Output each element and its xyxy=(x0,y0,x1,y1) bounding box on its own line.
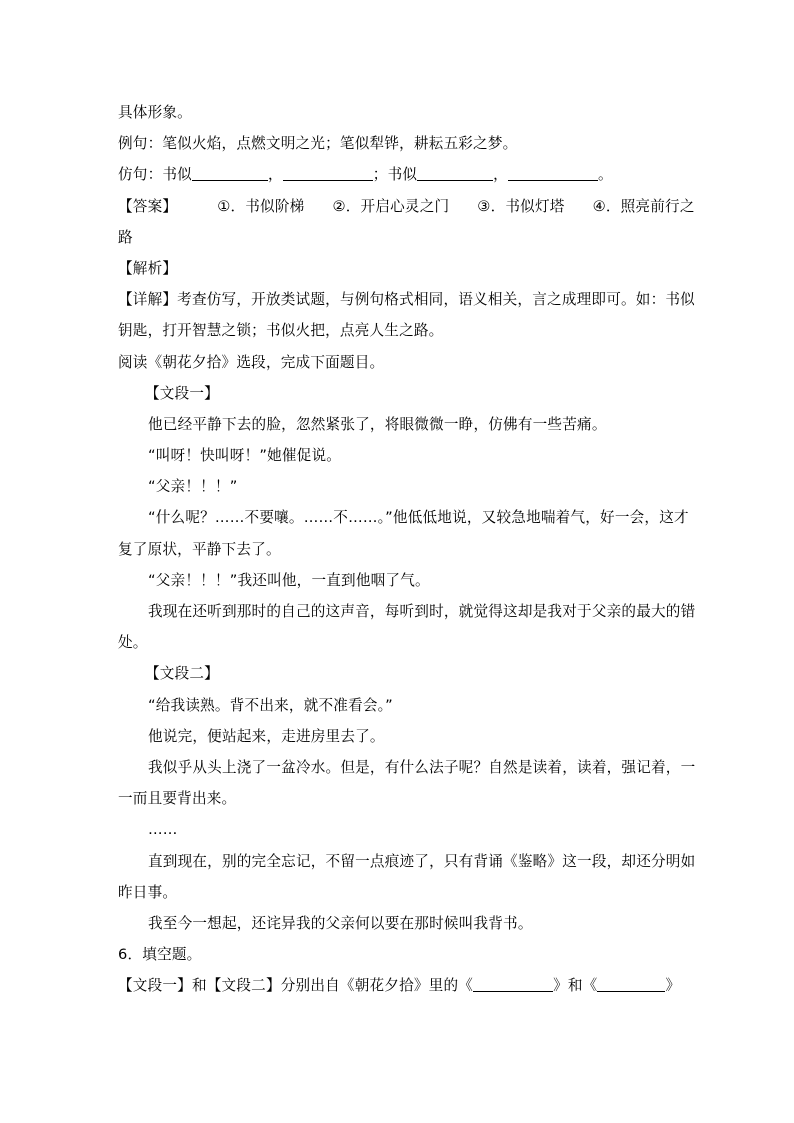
text: ；书似 xyxy=(372,166,418,184)
paragraph: 他已经平静下去的脸，忽然紧张了，将眼微微一睁，仿佛有一些苦痛。 xyxy=(148,415,607,433)
blank-6 xyxy=(597,975,665,992)
text: ， xyxy=(267,166,283,184)
answer-4: ④．照亮前行之 xyxy=(592,197,695,215)
paragraph: “叫呀！快叫呀！”她催促说。 xyxy=(148,447,342,465)
paragraph: 我现在还听到那时的自己的这声音，每听到时，就觉得这却是我对于父亲的最大的错 xyxy=(148,603,696,620)
paragraph: “父亲！！！”我还叫他，一直到他咽了气。 xyxy=(148,571,430,589)
text: 》和《 xyxy=(553,977,598,995)
paragraph: “父亲！！！” xyxy=(148,478,238,496)
analysis-label: 【解析】 xyxy=(118,259,178,277)
reading-intro: 阅读《朝花夕拾》选段，完成下面题目。 xyxy=(118,353,385,371)
question-6: 6．填空题。 xyxy=(118,946,202,964)
answer-1: ①．书似阶梯 xyxy=(217,197,305,215)
answer-2: ②．开启心灵之门 xyxy=(332,197,450,215)
example-sentence: 例句：笔似火焰，点燃文明之光；笔似犁铧，耕耘五彩之梦。 xyxy=(118,135,518,153)
text: 》 xyxy=(665,977,681,995)
paragraph: 他说完，便站起来，走进房里去了。 xyxy=(148,727,385,745)
answer-4-cont: 路 xyxy=(118,228,133,246)
imitation-sentence xyxy=(118,159,683,190)
paragraph: “给我读熟。背不出来，就不准看会。” xyxy=(148,696,393,714)
ellipsis: …… xyxy=(148,821,178,839)
text: 仿句：书似 xyxy=(118,166,192,184)
answer-3: ③．书似灯塔 xyxy=(477,197,565,215)
paragraph-cont: 复了原状，平静下去了。 xyxy=(118,540,281,558)
paragraph: 我似乎从头上浇了一盆冷水。但是，有什么法子呢？自然是读着，读着，强记着，一 xyxy=(148,758,696,776)
text: ， xyxy=(493,166,508,184)
paragraph: 我至今一想起，还诧异我的父亲何以要在那时候叫我背书。 xyxy=(148,914,533,932)
document-page xyxy=(118,97,696,1001)
paragraph-cont: 昨日事。 xyxy=(118,883,178,901)
text-line: 具体形象。 xyxy=(118,104,192,121)
detail-text: 钥匙，打开智慧之锁；书似火把，点亮人生之路。 xyxy=(118,322,444,340)
answer-label: 【答案】 xyxy=(118,197,178,215)
question-6-text xyxy=(118,970,683,1001)
text: 。 xyxy=(597,166,613,184)
section-1-title: 【文段一】 xyxy=(145,384,219,402)
paragraph-cont: 处。 xyxy=(118,634,148,652)
blank-2 xyxy=(283,164,373,181)
blank-1 xyxy=(192,164,268,181)
blank-5 xyxy=(473,975,553,992)
text: 【文段一】和【文段二】分别出自《朝花夕拾》里的《 xyxy=(118,977,474,995)
paragraph-cont: 一而且要背出来。 xyxy=(118,790,237,808)
blank-4 xyxy=(508,164,598,181)
detail-text: 【详解】考查仿写，开放类试题，与例句格式相同，语义相关，言之成理即可。如：书似 xyxy=(118,291,695,309)
paragraph: 直到现在，别的完全忘记，不留一点痕迹了，只有背诵《鉴略》这一段，却还分明如 xyxy=(148,852,696,870)
paragraph: “什么呢？……不要嚷。……不……。”他低低地说，又较急地喘着气，好一会，这才 xyxy=(148,509,689,527)
answer-line xyxy=(118,191,695,222)
section-2-title: 【文段二】 xyxy=(145,665,219,683)
blank-3 xyxy=(417,164,493,181)
